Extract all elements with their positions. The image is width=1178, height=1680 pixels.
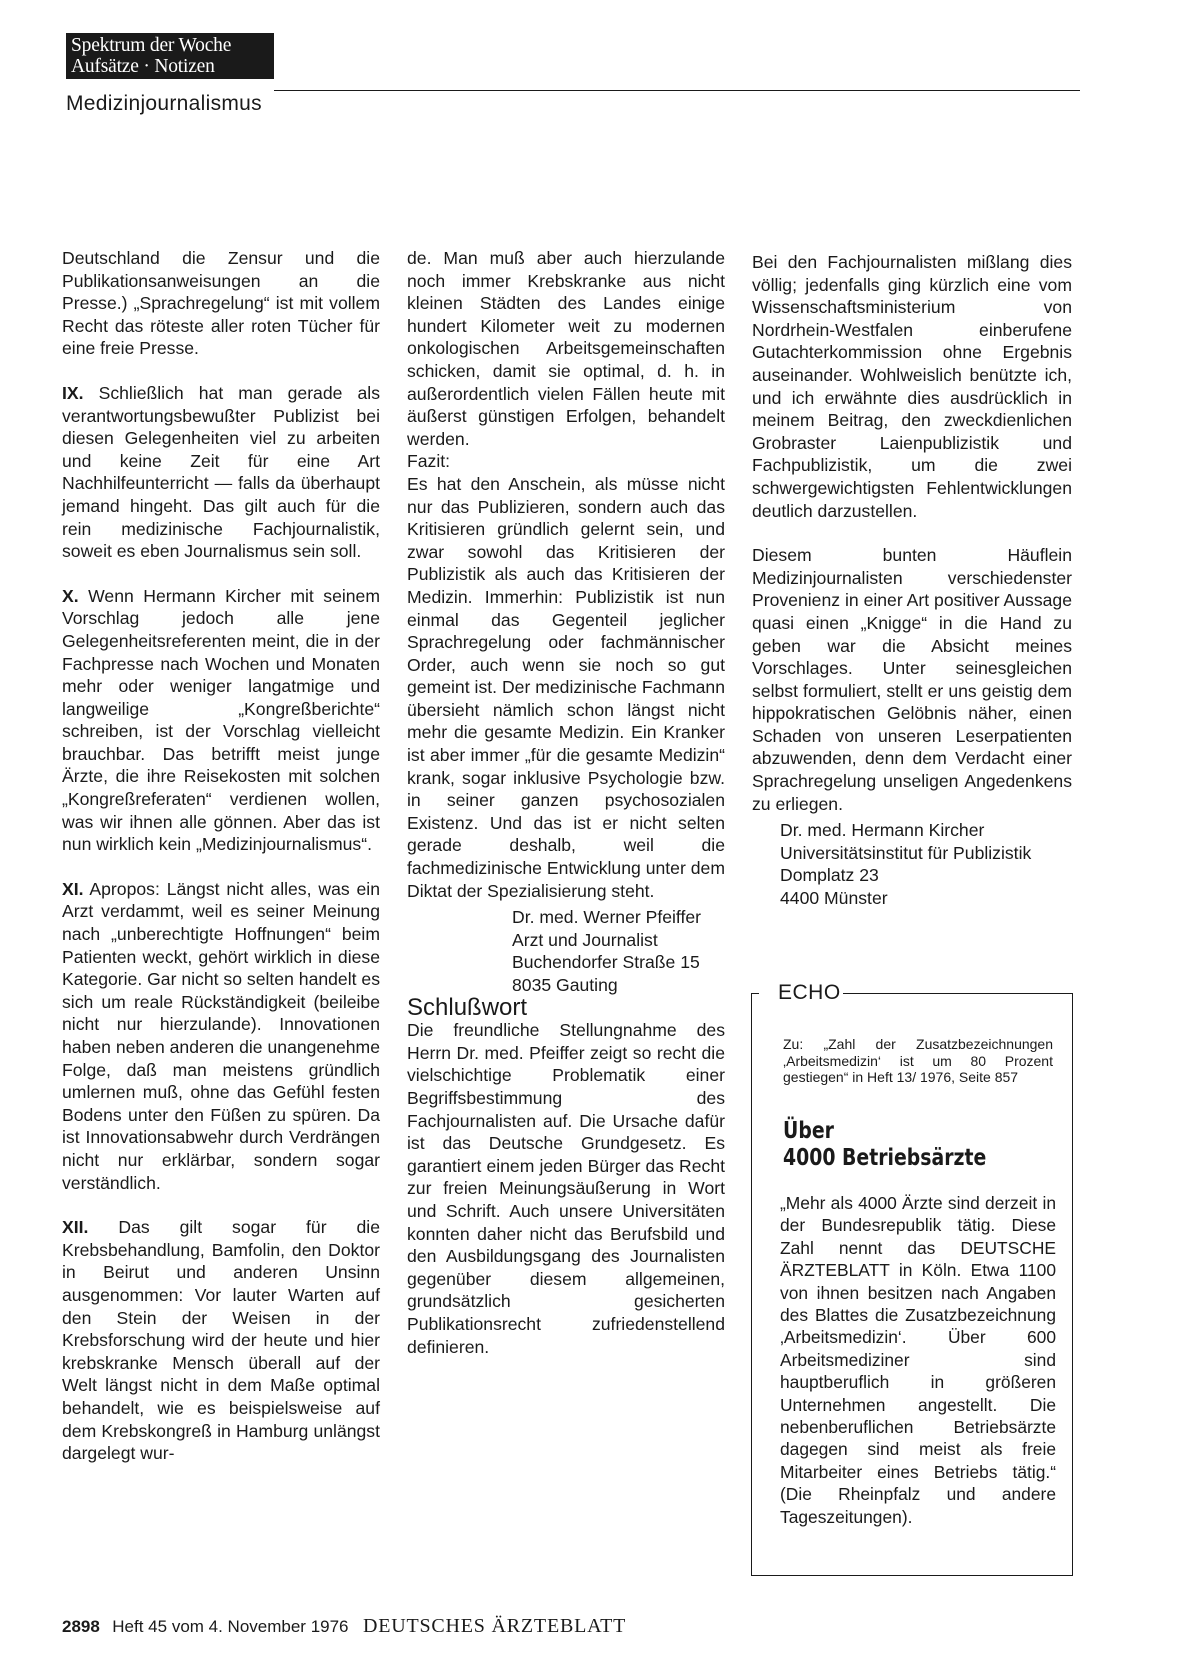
author-institute: Universitätsinstitut für Publizistik [780, 842, 1032, 863]
echo-label: ECHO [778, 981, 841, 1004]
page-number: 2898 [62, 1617, 100, 1636]
echo-headline [783, 1118, 986, 1172]
paragraph: Es hat den Anschein, als müsse nicht nur das Publizieren, sondern auch das Kritisieren gründlich gelernt sein, und zwar sowohl das Kritisieren der Publizistik als auch das Kritisieren der Medizin. Immerhin: Publizistik ist nun einmal das Gegenteil jeglicher Sprachregelung oder fachmännischer Order, auch wenn sie noch so gut gemeint ist. Der medizinische Fachmann übersieht nämlich schon längst nicht mehr die gesamte Medizin. Ein Kranker ist aber immer „für die gesamte Medizin“ krank, sogar inklusive Psychologie bzw. in seiner ganzen psychosozialen Existenz. Und das ist er nicht selten gerade deshalb, weil die fachmedizinische Entwicklung unter dem Diktat der Spezialisierung steht. [407, 473, 725, 901]
author-name: Dr. med. Werner Pfeiffer [512, 907, 702, 928]
section-number: XII. [62, 1217, 89, 1238]
section-title: Medizinjournalismus [66, 92, 262, 115]
echo-headline-line-2: 4000 Betriebsärzte [783, 1145, 987, 1171]
paragraph: Bei den Fachjournalisten mißlang dies völlig; jedenfalls ging kürzlich eine vom Wissenschaftsministerium von Nordrhein-Westfalen einberufene Gutachterkommission ohne Ergebnis auseinander. Wohlweislich benützte ich, und ich erwähnte dies ausdrücklich in meinem Beitrag, den zweckdienlichen Grobraster Laienpublizistik und Fachpublizistik, um die zwei schwergewichtigsten Fehlentwicklungen deutlich darzustellen. [752, 252, 1072, 521]
section-number: IX. [62, 382, 84, 403]
paragraph: Diesem bunten Häuflein Medizinjournalisten verschiedenster Provenienz in einer Art positiver Aussage quasi einen „Knigge“ in die Hand zu geben war die Absicht meines Vorschlages. Unter seinesgleichen selbst formuliert, stellt er uns geistig dem hippokratischen Gelöbnis näher, einen Schaden von unseren Leserpatienten abzuwenden, denn dem Verdacht einer Sprachregelung unseligen Angedenkens zu erliegen. [752, 545, 1072, 814]
column-1 [62, 247, 380, 1465]
echo-text: „Mehr als 4000 Ärzte sind derzeit in der Bundesrepublik tätig. Diese Zahl nennt das DEUTSCHE ÄRZTEBLATT in Köln. Etwa 1100 von ihnen besitzen nach Angaben des Blattes die Zusatzbezeichnung ‚Arbeitsmedizin‘. Über 600 Arbeitsmediziner sind hauptberuflich in größeren Unternehmen angestellt. Die nebenberuflichen Betriebsärzte dagegen sind meist als freie Mitarbeiter eines Betriebs tätig.“ (Die Rheinpfalz und andere Tageszeitungen). [780, 1193, 1056, 1527]
paragraph: de. Man muß aber auch hierzulande noch immer Krebskranke aus nicht kleinen Städten des Landes einige hundert Kilometer weit zu modernen onkologischen Arbeitsgemeinschaften schicken, damit sie optimal, d. h. in außerordentlich vielen Fällen heute mit äußerst günstigen Erfolgen, behandelt werden. [407, 248, 725, 449]
paragraph-text: Das gilt sogar für die Krebsbehandlung, Bamfolin, den Doktor in Beirut und anderen Unsinn ausgenommen: Vor lauter Warten auf den Stein der Weisen in der Krebsforschung wird der heute und hier krebskranke Mensch überall auf der Welt längst nicht in dem Maße optimal behandelt, wie es beispielsweise auf dem Krebskongreß in Hamburg unlängst dargelegt wur- [62, 1217, 380, 1464]
section-number: X. [62, 585, 79, 606]
magazine-name: DEUTSCHES ÄRZTEBLATT [362, 1615, 627, 1637]
author-street: Buchendorfer Straße 15 [512, 952, 700, 973]
header-line-1: Spektrum der Woche [71, 35, 232, 56]
header-line-2: Aufsätze · Notizen [71, 56, 215, 77]
section-header-box [66, 33, 274, 79]
paragraph [62, 878, 380, 1194]
paragraph-text: Apropos: Längst nicht alles, was ein Arzt verdammt, weil es seiner Meinung nach „unberechtigte Hoffnungen“ beim Patienten weckt, gehört wirklich in diese Kategorie. Gar nicht so selten handelt es sich um reale Rückständigkeit (beileibe nicht nur hierzulande). Innovationen haben neben anderen die unangenehme Folge, daß man meistens gründlich umlernen muß, ohne das Gefühl festen Bodens unter den Füßen zu spüren. Da ist Innovationsabwehr durch Verdrängen nicht nur erklärbar, sondern sogar verständlich. [62, 878, 380, 1193]
column-2 [407, 247, 725, 1358]
author-title: Arzt und Journalist [512, 929, 658, 950]
column-3 [752, 251, 1072, 910]
paragraph [62, 382, 380, 563]
paragraph-text: Wenn Hermann Kircher mit seinem Vorschlag jedoch alle jene Gelegenheitsreferenten meint, die in der Fachpresse nach Wochen und Monaten mehr oder weniger langatmige und langweilige „Kongreßberichte“ schreiben, ist der Vorschlag vielleicht brauchbar. Das betrifft meist junge Ärzte, die ihre Reisekosten mit solchen „Kongreßreferaten“ verdienen wollen, was wir ihnen alle gönnen. Aber das ist nun wirklich kein „Medizinjournalismus“. [62, 585, 380, 855]
paragraph: Deutschland die Zensur und die Publikationsanweisungen an die Presse.) „Sprachregelung“ ist mit vollem Recht das röteste aller roten Tücher für eine freie Presse. [62, 248, 380, 359]
header-rule [274, 90, 1080, 91]
subheading: Fazit: [407, 451, 451, 472]
author-city: 4400 Münster [780, 888, 888, 909]
paragraph-text: Schließlich hat man gerade als verantwortungsbewußter Publizist bei diesen Gelegenheiten viel zu arbeiten und keine Zeit für eine Art Nachhilfeunterricht — falls da überhaupt jemand hingeht. Das gilt auch für die rein medizinische Fachjournalistik, soweit es eben Journalismus sein soll. [62, 382, 380, 562]
echo-headline-line-1: Über [783, 1118, 834, 1144]
issue-info: Heft 45 vom 4. November 1976 [112, 1617, 349, 1636]
paragraph [62, 585, 380, 856]
author-name: Dr. med. Hermann Kircher [780, 820, 985, 841]
echo-reference: Zu: „Zahl der Zusatzbezeichnungen ‚Arbeitsmedizin‘ ist um 80 Prozent gestiegen“ in Heft 13/ 1976, Seite 857 [783, 1036, 1053, 1085]
paragraph: Die freundliche Stellungnahme des Herrn Dr. med. Pfeiffer zeigt so recht die vielschichtige Problematik einer Begriffsbestimmung des Fachjournalisten auf. Die Ursache dafür ist das Deutsche Grundgesetz. Es garantiert einem jeden Bürger das Recht zur freien Meinungsäußerung in Wort und Schrift. Auch unsere Universitäten konnten daher nicht das Berufsbild und den Ausbildungsgang des Journalisten gegenüber diesem allgemeinen, grundsätzlich gesicherten Publikationsrecht zufriedenstellend definieren. [407, 1020, 725, 1357]
paragraph [62, 1216, 380, 1465]
section-number: XI. [62, 878, 84, 899]
page-footer [62, 1615, 626, 1638]
author-city: 8035 Gauting [512, 975, 618, 995]
section-heading: Schlußwort [407, 993, 528, 1021]
author-street: Domplatz 23 [780, 865, 879, 886]
